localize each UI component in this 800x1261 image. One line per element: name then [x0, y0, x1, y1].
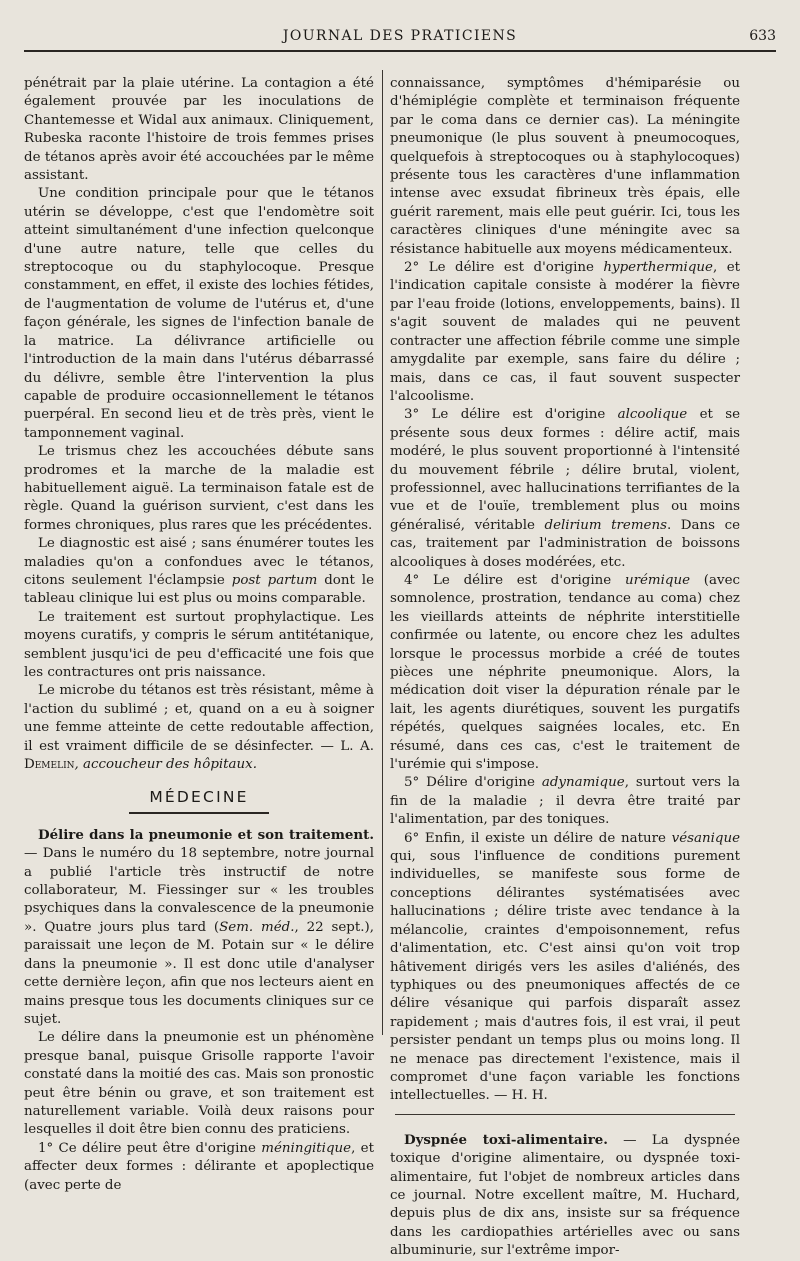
article-title: Dyspnée toxi-alimentaire. [404, 1131, 608, 1148]
paragraph: pénétrait par la plaie utérine. La contagion a été également prouvée par les inoculations de Chantemesse et Widal aux animaux. Cliniquement, Rubeska raconte l'histoire de trois femmes prises de tétanos après avoir été accouchées par le même assistant. [24, 76, 374, 184]
paragraph: 6° Enfin, il existe un délire de nature vésanique qui, sous l'influence de conditions purement individuelles, se manifeste sous forme de conceptions délirantes systématisées avec hallucinations ; délire triste avec tendance à la mélancolie, craintes d'empoisonnement, refus d'alimentation, etc. C'est ainsi qu'on voit trop hâtivement dirigés vers les asiles d'aliénés, des typhiques ou des pneumoniques affectés de ce délire vésanique qui parfois disparaît assez rapidement ; mais d'autres fois, il est vrai, il peut persister pendant un temps plus ou moins long. Il ne menace pas directement l'existence, mais il compromet d'une façon variable les fonctions intellectuelles. — H. H. [390, 830, 740, 1104]
paragraph: Le trismus chez les accouchées débute sans prodromes et la marche de la maladie est habituellement aiguë. La terminaison fatale est de règle. Quand la guérison survient, c'est dans les formes chroniques, plus rares que les précédentes. [24, 444, 374, 533]
paragraph: Une condition principale pour que le tétanos utérin se développe, c'est que l'endomètre soit atteint simultanément d'une infection quelconque d'une autre nature, telle que celles du streptocoque ou du staphylocoque. Presque constamment, en effet, il existe des lochies fétides, de l'augmentation de volume de l'utérus et, d'une façon générale, les signes de l'infection banale de la matrice. La délivrance artificielle ou l'introduction de la main dans l'utérus débarrassé du délivre, semble être l'intervention la plus capable de produire occasionnellement le tétanos puerpéral. En second lieu et de très près, vient le tamponnement vaginal. [24, 186, 374, 441]
paragraph: 3° Le délire est d'origine alcoolique et se présente sous deux formes : délire actif, mais modéré, le plus souvent proportionné à l'intensité du mouvement fébrile ; délire brutal, violent, professionnel, avec hallucinations terrifiantes de la vue et de l'ouïe, tremblement plus ou moins généralisé, véritable delirium tremens. Dans ce cas, traitement par l'administration de boissons alcooliques à doses modérées, etc. [390, 407, 740, 570]
column-divider [382, 70, 383, 1035]
paragraph: 2° Le délire est d'origine hyperthermique, et l'indication capitale consiste à modérer la fièvre par l'eau froide (lotions, enveloppements, bains). Il s'agit souvent de malades qui ne peuvent contracter une affection fébrile comme une simple amygdalite par exemple, sans faire du délire ; mais, dans ce cas, il faut souvent suspecter l'alcoolisme. [390, 260, 740, 404]
article-paragraph: Délire dans la pneumonie et son traitement. — Dans le numéro du 18 septembre, notre journal a publié l'article très instructif de notre collaborateur, M. Fiessinger sur « les troubles psychiques dans la convalescence de la pneumonie ». Quatre jours plus tard (Sem. méd., 22 sept.), paraissait une leçon de M. Potain sur « le délire dans la pneumonie ». Il est donc utile d'analyser cette dernière leçon, afin que nos lecteurs aient en mains presque tous les documents cliniques sur ce sujet. [24, 826, 375, 1027]
paragraph: connaissance, symptômes d'hémiparésie ou d'hémiplégie complète et terminaison fréquente par le coma dans ce dernier cas). La méningite pneumonique (le plus souvent à pneumocoques, quelquefois à streptocoques ou à staphylocoques) présente tous les caractères d'une inflammation intense avec exsudat fibrineux très épais, elle guérit rarement, mais elle peut guérir. Ici, tous les caractères cliniques d'une méningite avec sa résistance habituelle aux moyens médicamenteux. [390, 76, 740, 257]
left-column [24, 75, 374, 1195]
article-paragraph: Dyspnée toxi-alimentaire. — La dyspnée toxique d'origine alimentaire, ou dyspnée toxi-alimentaire, fut l'objet de nombreux articles dans ce journal. Notre excellent maître, M. Huchard, depuis plus de dix ans, insiste sur sa fréquence dans les cardiopathies artérielles avec ou sans albuminurie, sur l'extrême impor- [390, 1131, 741, 1259]
running-title: JOURNAL DES PRATICIENS [282, 28, 518, 44]
paragraph: 4° Le délire est d'origine urémique (avec somnolence, prostration, tendance au coma) chez les vieillards atteints de néphrite interstitielle confirmée ou latente, ou encore chez les adultes lorsque le processus morbide a créé de toutes pièces une néphrite pneumonique. Alors, la médication doit viser la dépuration rénale par le lait, les agents diurétiques, souvent les purgatifs répétés, quelques saignées locales, etc. En résumé, dans ces cas, c'est le traitement de l'urémie qui s'impose. [390, 572, 741, 773]
paragraph: 5° Délire d'origine adynamique, surtout vers la fin de la maladie ; il devra être traité par l'alimentation, par des toniques. [390, 775, 740, 828]
header-rule [24, 50, 776, 52]
paragraph: Le délire dans la pneumonie est un phénomène presque banal, puisque Grisolle rapporte l'avoir constaté dans la moitié des cas. Mais son pronostic peut être bénin ou grave, et son traitement est naturellement variable. Voilà deux raisons pour lesquelles il doit être bien connu des praticiens. [24, 1030, 374, 1138]
paragraph: Le traitement est surtout prophylactique. Les moyens curatifs, y compris le sérum antitétanique, semblent jusqu'ici de peu d'efficacité une fois que les contractures ont pris naissance. [24, 609, 374, 680]
section-heading: MÉDECINE [24, 788, 374, 813]
paragraph: Le microbe du tétanos est très résistant, même à l'action du sublimé ; et, quand on a eu à soigner une femme atteinte de cette redoutable affection, il est vraiment difficile de se désinfecter. — L. A. Demelin, accoucheur des hôpitaux. [24, 683, 374, 773]
right-column [390, 75, 740, 1261]
author-name: Demelin [24, 757, 75, 773]
paragraph: 1° Ce délire peut être d'origine méningitique, et affecter deux formes : délirante et apoplectique (avec perte de [24, 1140, 374, 1193]
paragraph: Le diagnostic est aisé ; sans énumérer toutes les maladies qu'on a confondues avec le tétanos, citons seulement l'éclampsie post partum dont le tableau clinique lui est plus ou moins comparable. [24, 536, 374, 607]
page-number: 633 [749, 28, 776, 44]
article-title: Délire dans la pneumonie et son traitement. [38, 826, 374, 843]
page-header [24, 28, 776, 48]
